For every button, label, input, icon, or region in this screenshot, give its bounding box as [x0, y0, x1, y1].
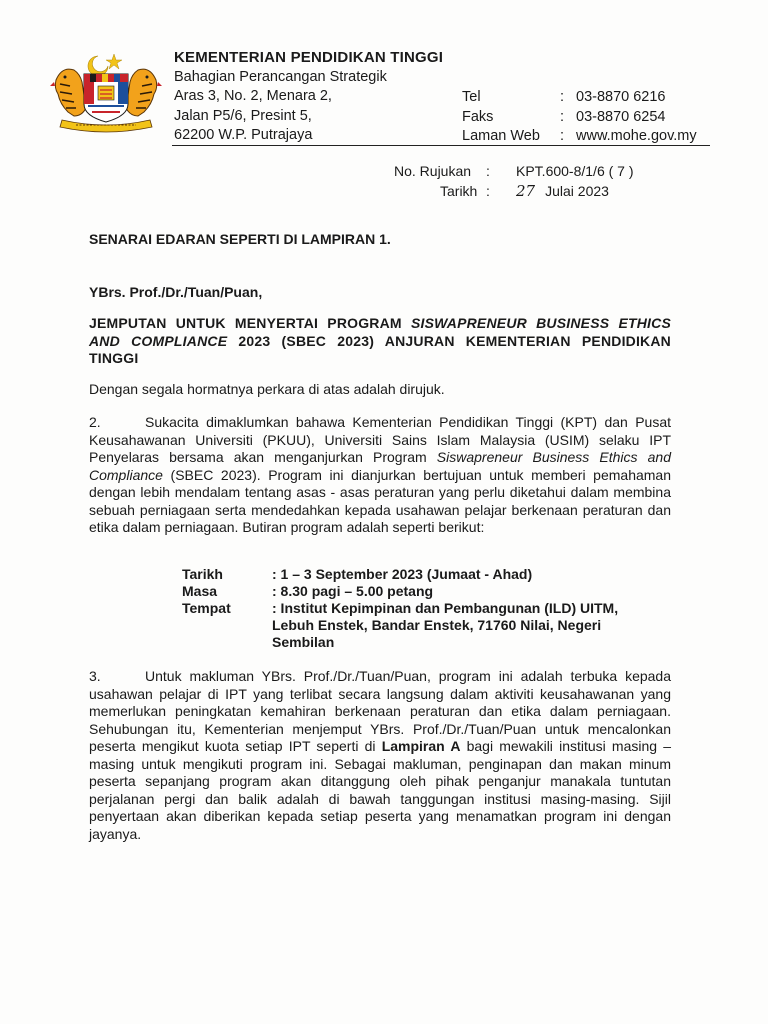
- malaysia-coat-of-arms-icon: [48, 50, 164, 136]
- distribution-line: SENARAI EDARAN SEPERTI DI LAMPIRAN 1.: [89, 231, 391, 247]
- contact-label: Laman Web: [462, 128, 540, 144]
- contact-row-fax: [462, 108, 697, 128]
- contact-row-web: [462, 127, 697, 147]
- ministry-name: KEMENTERIAN PENDIDIKAN TINGGI: [174, 49, 444, 66]
- contact-value: 03-8870 6254: [576, 108, 666, 125]
- paragraph-text: Sukacita dimaklumkan bahawa Kementerian Pendidikan Tinggi (KPT) dan Pusat Keusahawanan Universiti (PKUU), Universiti Sains Islam Malaysia (USIM) selaku IPT Penyelaras bersama akan menganjurkan Program: [89, 414, 671, 465]
- reference-label: No. Rujukan: [394, 163, 472, 179]
- contact-label: Tel: [462, 89, 481, 105]
- paragraph-3: [89, 668, 671, 843]
- subject-program-name: SISWAPRENEUR BUSINESS ETHICS AND COMPLIANCE: [89, 315, 671, 349]
- division-name: Bahagian Perancangan Strategik: [174, 68, 387, 85]
- reference-date-row: [394, 182, 634, 202]
- handwritten-day: 27: [516, 181, 536, 200]
- date-month-year: Julai 2023: [545, 182, 609, 199]
- detail-row-date: [182, 566, 662, 583]
- contact-row-tel: [462, 88, 697, 108]
- detail-row-venue: [182, 600, 662, 651]
- detail-label: Tempat: [182, 600, 231, 616]
- contact-value: www.mohe.gov.my: [576, 128, 697, 144]
- subject-text: JEMPUTAN UNTUK MENYERTAI PROGRAM: [89, 315, 411, 331]
- letterhead-contacts: [462, 88, 697, 147]
- appendix-reference: Lampiran A: [381, 738, 461, 754]
- program-name: Siswapreneur Business Ethics and Compliance: [89, 449, 671, 483]
- detail-row-time: [182, 583, 662, 600]
- letterhead-divider: [172, 145, 710, 146]
- reference-number-row: [394, 162, 634, 182]
- contact-separator: :: [560, 89, 565, 105]
- salutation: YBrs. Prof./Dr./Tuan/Puan,: [89, 284, 263, 300]
- contact-label: Faks: [462, 108, 494, 125]
- detail-label: Tarikh: [182, 566, 223, 582]
- paragraph-text: bagi mewakili institusi masing – masing untuk mengikuti program ini. Sebagai makluman, penginapan dan makan minum peserta sepanjang program akan ditanggung oleh pihak penganjur manakala tuntutan perjalanan pergi dan balik adalah di bawah tanggungan institusi masing-masing. Sijil penyertaan akan diberikan kepada setiap peserta yang menamatkan program ini dengan jayanya.: [89, 738, 671, 842]
- paragraph-text: Untuk makluman YBrs. Prof./Dr./Tuan/Puan, program ini adalah terbuka kepada usahawan pelajar di IPT yang terlibat secara langsung dalam aktiviti keusahawanan yang memerlukan peningkatan kemahiran berkenaan peraturan dan etika dalam perniagaan. Sehubungan itu, Kementerian menjemput YBrs. Prof./Dr./Tuan/Puan untuk mencalonkan peserta mengikut kuota setiap IPT seperti di: [89, 668, 671, 754]
- letterhead-organisation: [174, 48, 443, 146]
- address-line: Jalan P5/6, Presint 5,: [174, 107, 312, 124]
- address-line: Aras 3, No. 2, Menara 2,: [174, 88, 332, 104]
- detail-value: : Institut Kepimpinan dan Pembangunan (ILD) UITM, Lebuh Enstek, Bandar Enstek, 71760 Nilai, Negeri Sembilan: [272, 600, 619, 650]
- paragraph-text: (SBEC 2023). Program ini dianjurkan bertujuan untuk memberi pemahaman dengan lebih mendalam tentang asas - asas peraturan yang perlu diketahui dalam membina sebuah perniagaan serta mendedahkan kepada usahawan pelajar berkenaan peraturan dan etika dalam perniagaan. Butiran program adalah seperti berikut:: [89, 466, 671, 535]
- paragraph-2: [89, 414, 671, 537]
- detail-value: : 1 – 3 September 2023 (Jumaat - Ahad): [272, 566, 533, 582]
- paragraph-number: 3.: [89, 668, 101, 684]
- reference-number: KPT.600-8/1/6 ( 7 ): [516, 163, 634, 179]
- reference-block: [394, 162, 634, 201]
- contact-value: 03-8870 6216: [576, 89, 666, 105]
- reference-separator: :: [486, 163, 490, 179]
- detail-label: Masa: [182, 583, 218, 599]
- paragraph-number: 2.: [89, 414, 101, 430]
- contact-separator: :: [560, 108, 565, 125]
- date-label: Tarikh: [440, 182, 478, 199]
- date-separator: :: [486, 182, 490, 199]
- opening-paragraph: Dengan segala hormatnya perkara di atas adalah dirujuk.: [89, 381, 445, 397]
- contact-separator: :: [560, 128, 565, 144]
- program-details: [182, 566, 662, 651]
- subject-heading: [89, 315, 671, 368]
- detail-value: : 8.30 pagi – 5.00 petang: [272, 583, 434, 599]
- subject-text: 2023 (SBEC 2023) ANJURAN KEMENTERIAN PENDIDIKAN TINGGI: [89, 332, 671, 366]
- address-line: 62200 W.P. Putrajaya: [174, 127, 313, 143]
